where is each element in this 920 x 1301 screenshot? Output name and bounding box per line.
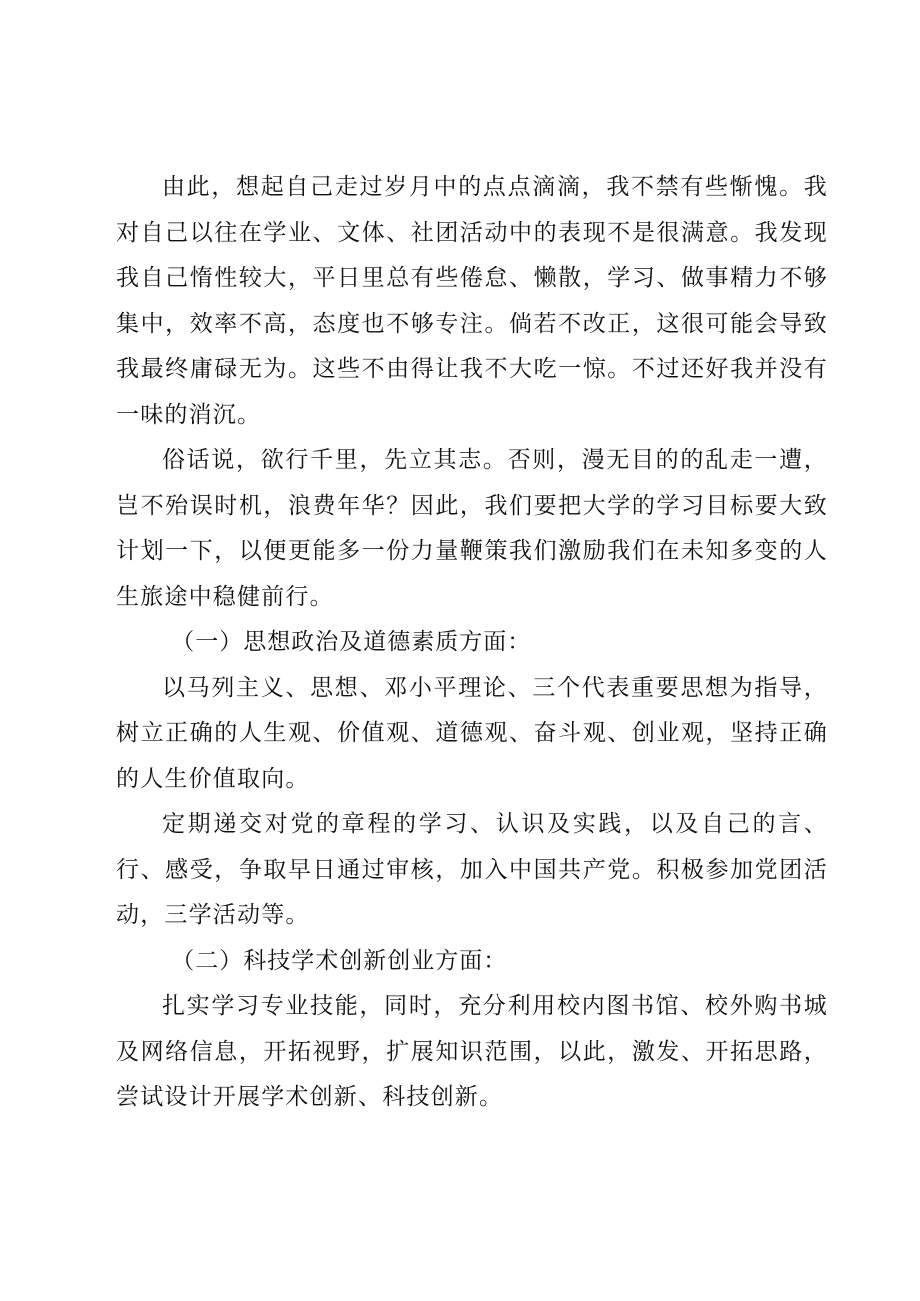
paragraph-goal-setting: 俗话说，欲行千里，先立其志。否则，漫无目的的乱走一遭，岂不殆误时机，浪费年华？因此，我们要把大学的学习目标要大致计划一下，以便更能多一份力量鞭策我们激励我们在未知多变的人生旅途中稳健前行。 (116, 447, 828, 610)
paragraph-party-activities: 定期递交对党的章程的学习、认识及实践，以及自己的言、行、感受，争取早日通过审核，加入中国共产党。积极参加党团活动，三学活动等。 (116, 811, 828, 928)
paragraph-political-guidance: 以马列主义、思想、邓小平理论、三个代表重要思想为指导，树立正确的人生观、价值观、道德观、奋斗观、创业观，坚持正确的人生价值取向。 (116, 674, 828, 792)
document-body (116, 165, 828, 1121)
section-heading-political-moral: （一）思想政治及道德素质方面： (171, 629, 532, 655)
section-heading-tech-innovation: （二）科技学术创新创业方面： (171, 947, 508, 974)
paragraph-reflection: 由此，想起自己走过岁月中的点点滴滴，我不禁有些惭愧。我对自己以往在学业、文体、社团活动中的表现不是很满意。我发现我自己惰性较大，平日里总有些倦怠、懒散，学习、做事精力不够集中，效率不高，态度也不够专注。倘若不改正，这很可能会导致我最终庸碌无为。这些不由得让我不大吃一惊。不过还好我并没有一味的消沉。 (116, 174, 828, 428)
paragraph-innovation-plan: 扎实学习专业技能，同时，充分利用校内图书馆、校外购书城及网络信息，开拓视野，扩展知识范围，以此，激发、开拓思路，尝试设计开展学术创新、科技创新。 (116, 993, 828, 1110)
